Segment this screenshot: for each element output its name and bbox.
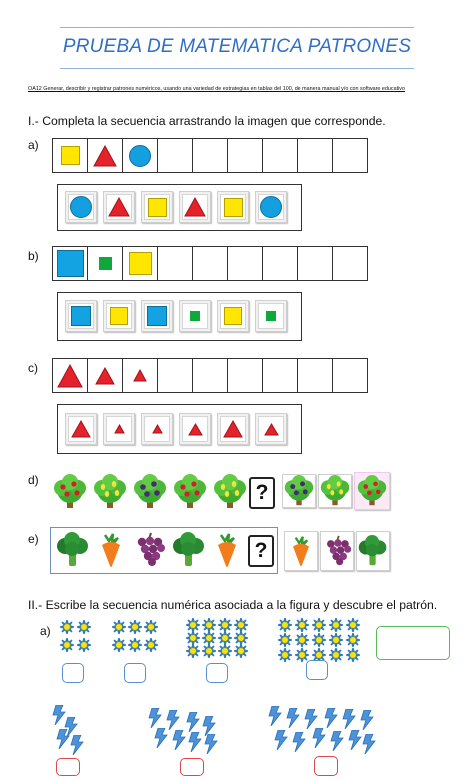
sequence-cell — [52, 246, 88, 281]
yellow-square-icon — [224, 307, 242, 325]
lightning-icon — [148, 708, 162, 728]
sun-icon — [202, 631, 216, 645]
blue-circle-icon — [260, 196, 282, 218]
lightning-group-4 — [52, 705, 92, 755]
sun-icon — [278, 633, 292, 647]
broccoli-icon — [55, 532, 91, 568]
tree-yellow-fruit-icon — [212, 474, 248, 510]
sequence-cell — [122, 138, 158, 173]
tree-sequence — [52, 470, 282, 514]
lightning-icon — [362, 734, 376, 754]
drop-cell[interactable] — [297, 246, 333, 281]
title-rule-top — [60, 27, 414, 28]
drop-cell[interactable] — [297, 358, 333, 393]
sun-icon — [128, 620, 142, 634]
sun-icon — [278, 618, 292, 632]
sun-icon — [234, 631, 248, 645]
answer-box[interactable] — [124, 663, 146, 683]
sun-icon — [186, 631, 200, 645]
tree-red-fruit-icon — [52, 474, 88, 510]
answer-box[interactable] — [56, 758, 80, 776]
item-a-label: a) — [28, 138, 39, 152]
drop-cell[interactable] — [227, 138, 263, 173]
vegetable-sequence-frame — [50, 527, 278, 574]
title-rule-bottom — [60, 68, 414, 69]
lightning-icon — [348, 730, 362, 750]
small-red-triangle-icon — [152, 424, 163, 434]
lightning-icon — [268, 706, 282, 726]
red-triangle-icon — [108, 197, 130, 217]
carrot-icon — [285, 533, 317, 569]
yellow-square-icon — [224, 198, 243, 217]
sequence-cell — [52, 138, 88, 173]
red-triangle-icon — [184, 197, 206, 217]
lightning-icon — [342, 709, 356, 729]
lightning-icon — [304, 709, 318, 729]
sun-icon — [202, 644, 216, 658]
sun-icon — [77, 620, 91, 634]
unknown-box-e[interactable]: ? — [248, 535, 274, 567]
draggable-option[interactable] — [217, 300, 249, 332]
blue-circle-icon — [129, 145, 151, 167]
broccoli-icon — [171, 532, 207, 568]
medium-red-triangle-icon — [188, 423, 203, 436]
lightning-icon — [186, 712, 200, 732]
lightning-icon — [330, 731, 344, 751]
sun-group-12 — [186, 618, 252, 658]
section-1-heading: I.- Completa la secuencia arrastrando la imagen que corresponde. — [28, 114, 386, 128]
sequence-row-a — [52, 138, 368, 173]
small-red-triangle-icon — [133, 369, 147, 382]
drop-cell[interactable] — [192, 358, 228, 393]
red-triangle-icon — [93, 145, 117, 167]
option-bank-a — [57, 184, 302, 231]
sun-icon — [60, 620, 74, 634]
sun-icon — [329, 633, 343, 647]
drop-cell[interactable] — [332, 246, 368, 281]
draggable-option[interactable] — [318, 474, 352, 508]
blue-square-icon — [57, 250, 84, 277]
draggable-option[interactable] — [179, 413, 211, 445]
large-red-triangle-icon — [71, 420, 91, 438]
draggable-option[interactable] — [255, 300, 287, 332]
draggable-option[interactable] — [356, 531, 390, 571]
sun-icon — [312, 618, 326, 632]
sequence-cell — [87, 246, 123, 281]
yellow-square-icon — [61, 146, 80, 165]
sun-icon — [329, 648, 343, 662]
pattern-answer-box[interactable] — [376, 626, 450, 660]
drop-cell[interactable] — [297, 138, 333, 173]
carrot-icon — [93, 531, 129, 569]
draggable-option[interactable] — [103, 300, 135, 332]
lightning-icon — [188, 732, 202, 752]
lightning-icon — [70, 735, 84, 755]
draggable-option[interactable] — [255, 191, 287, 223]
sun-group-16 — [278, 618, 360, 662]
lightning-icon — [324, 708, 338, 728]
green-square-icon — [266, 311, 276, 321]
answer-box[interactable] — [306, 660, 328, 680]
lightning-group-8 — [148, 708, 218, 754]
sun-group-4 — [60, 620, 94, 654]
sun-icon — [202, 618, 216, 632]
learning-objective: OA12 Generar, describir y registrar patrones numéricos, usando una variedad de estrategias en tablas del 100, de manera manual y/o con software educativo — [28, 86, 405, 92]
item-e-label: e) — [28, 532, 39, 546]
sun-icon — [295, 618, 309, 632]
sun-icon — [312, 633, 326, 647]
sun-icon — [218, 618, 232, 632]
blue-circle-icon — [70, 196, 92, 218]
sun-icon — [112, 620, 126, 634]
sequence-row-c — [52, 358, 368, 393]
draggable-option[interactable] — [179, 191, 211, 223]
lightning-icon — [172, 730, 186, 750]
drop-cell[interactable] — [262, 358, 298, 393]
lightning-icon — [166, 710, 180, 730]
sun-icon — [278, 648, 292, 662]
draggable-option[interactable] — [179, 300, 211, 332]
item-c-label: c) — [28, 361, 38, 375]
sun-icon — [218, 644, 232, 658]
sun-icon — [128, 638, 142, 652]
draggable-option[interactable] — [103, 191, 135, 223]
blue-square-icon — [71, 306, 91, 326]
sun-icon — [186, 644, 200, 658]
drop-cell[interactable] — [157, 358, 193, 393]
section-2-heading: II.- Escribe la secuencia numérica asociada a la figura y descubre el patrón. — [28, 598, 438, 612]
drop-cell[interactable] — [227, 246, 263, 281]
tree-red-fruit-icon — [172, 474, 208, 510]
drop-cell[interactable] — [157, 246, 193, 281]
lightning-icon — [274, 730, 288, 750]
lightning-icon — [202, 716, 216, 736]
drop-cell[interactable] — [227, 358, 263, 393]
item-b-label: b) — [28, 249, 39, 263]
tree-purple-fruit-icon — [283, 475, 315, 507]
answer-box[interactable] — [314, 756, 338, 776]
sequence-cell — [52, 358, 88, 393]
draggable-option[interactable] — [217, 413, 249, 445]
large-red-triangle-icon — [57, 364, 83, 388]
sequence-row-b — [52, 246, 368, 281]
drop-cell[interactable] — [332, 358, 368, 393]
sequence-cell — [87, 358, 123, 393]
sun-icon — [346, 618, 360, 632]
drop-cell[interactable] — [262, 138, 298, 173]
answer-box[interactable] — [180, 758, 204, 776]
sun-icon — [295, 648, 309, 662]
lightning-icon — [204, 734, 218, 754]
lightning-icon — [286, 708, 300, 728]
sun-group-8 — [112, 620, 162, 654]
blue-square-icon — [147, 306, 167, 326]
draggable-option[interactable] — [65, 191, 97, 223]
lightning-icon — [360, 710, 374, 730]
draggable-option[interactable] — [354, 472, 390, 510]
draggable-option[interactable] — [65, 413, 97, 445]
yellow-square-icon — [148, 198, 167, 217]
drop-cell[interactable] — [332, 138, 368, 173]
item-2a-label: a) — [40, 624, 51, 638]
draggable-option[interactable] — [320, 531, 354, 571]
sun-icon — [144, 638, 158, 652]
sun-icon — [60, 638, 74, 652]
draggable-option[interactable] — [65, 300, 97, 332]
yellow-square-icon — [110, 307, 128, 325]
draggable-option[interactable] — [141, 413, 173, 445]
answer-box[interactable] — [62, 663, 84, 683]
tree-yellow-fruit-icon — [319, 475, 351, 507]
drop-cell[interactable] — [262, 246, 298, 281]
tree-red-fruit-icon — [356, 475, 388, 507]
sun-icon — [295, 633, 309, 647]
large-red-triangle-icon — [223, 420, 243, 438]
sequence-cell — [122, 246, 158, 281]
sun-icon — [218, 631, 232, 645]
option-bank-b — [57, 292, 302, 341]
draggable-option[interactable] — [141, 191, 173, 223]
green-square-icon — [190, 311, 200, 321]
unknown-box-d[interactable]: ? — [249, 477, 275, 509]
grapes-icon — [131, 531, 167, 569]
sequence-cell — [122, 358, 158, 393]
sequence-cell — [87, 138, 123, 173]
grapes-icon — [321, 533, 353, 569]
green-square-icon — [99, 257, 112, 270]
lightning-group-12 — [268, 706, 376, 756]
tree-purple-fruit-icon — [132, 474, 168, 510]
sun-icon — [144, 620, 158, 634]
drop-cell[interactable] — [157, 138, 193, 173]
small-red-triangle-icon — [114, 424, 125, 434]
medium-red-triangle-icon — [95, 367, 115, 385]
answer-box[interactable] — [206, 663, 228, 683]
tree-yellow-fruit-icon — [92, 474, 128, 510]
option-bank-c — [57, 404, 302, 454]
sun-icon — [234, 644, 248, 658]
sun-icon — [346, 633, 360, 647]
drop-cell[interactable] — [192, 246, 228, 281]
sun-icon — [234, 618, 248, 632]
draggable-option[interactable] — [255, 413, 287, 445]
sun-icon — [77, 638, 91, 652]
sun-icon — [329, 618, 343, 632]
lightning-icon — [312, 728, 326, 748]
draggable-option[interactable] — [282, 474, 316, 508]
draggable-option[interactable] — [103, 413, 135, 445]
broccoli-icon — [357, 534, 389, 568]
draggable-option[interactable] — [141, 300, 173, 332]
medium-red-triangle-icon — [264, 423, 279, 436]
lightning-icon — [56, 729, 70, 749]
sun-icon — [346, 648, 360, 662]
sun-icon — [112, 638, 126, 652]
yellow-square-icon — [129, 252, 152, 275]
lightning-icon — [292, 732, 306, 752]
sun-icon — [186, 618, 200, 632]
draggable-option[interactable] — [217, 191, 249, 223]
carrot-icon — [209, 531, 245, 569]
page-title: PRUEBA DE MATEMATICA PATRONES — [62, 36, 412, 57]
draggable-option[interactable] — [284, 531, 318, 571]
item-d-label: d) — [28, 473, 39, 487]
lightning-icon — [154, 728, 168, 748]
drop-cell[interactable] — [192, 138, 228, 173]
option-bank-d — [282, 466, 390, 516]
option-bank-e — [284, 528, 390, 576]
